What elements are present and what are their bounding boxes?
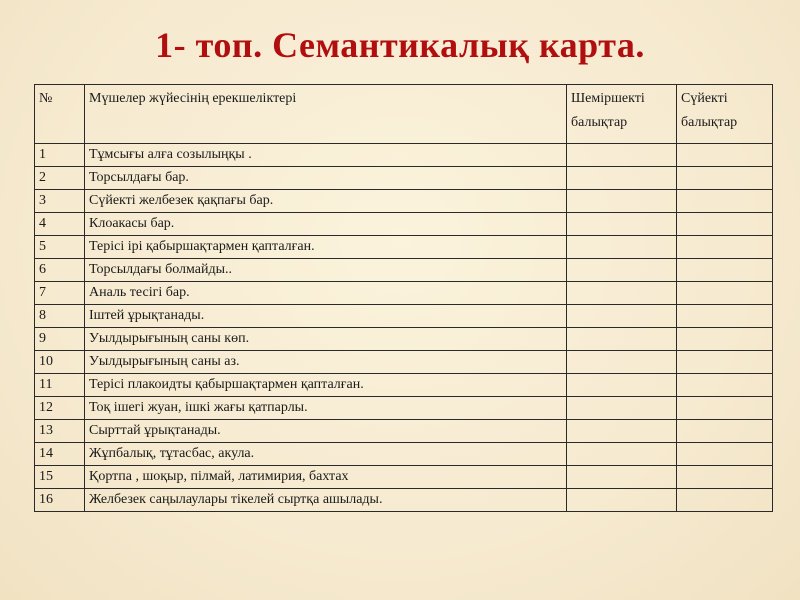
- row-feature-cell: Жұпбалық, тұтасбас, акула.: [85, 443, 567, 466]
- row-feature-cell: Терісі плакоидты қабыршақтармен қапталған.: [85, 374, 567, 397]
- row-feature-cell: Уылдырығының саны аз.: [85, 351, 567, 374]
- row-feature-cell: Клоакасы бар.: [85, 213, 567, 236]
- row-feature-cell: Тұмсығы алға созылыңқы .: [85, 144, 567, 167]
- header-number: №: [35, 85, 85, 144]
- table-row: [35, 397, 773, 420]
- row-number-cell: 14: [35, 443, 85, 466]
- table-row: [35, 374, 773, 397]
- row-cartilaginous-answer-cell[interactable]: [567, 328, 677, 351]
- row-bony-answer-cell[interactable]: [677, 397, 773, 420]
- row-number-cell: 12: [35, 397, 85, 420]
- table-row: [35, 190, 773, 213]
- row-number-cell: 2: [35, 167, 85, 190]
- table-row: [35, 213, 773, 236]
- row-number-cell: 16: [35, 489, 85, 512]
- row-bony-answer-cell[interactable]: [677, 328, 773, 351]
- row-bony-answer-cell[interactable]: [677, 351, 773, 374]
- row-bony-answer-cell[interactable]: [677, 420, 773, 443]
- header-feature: Мүшелер жүйесінің ерекшеліктері: [85, 85, 567, 144]
- table-row: [35, 351, 773, 374]
- table-row: [35, 144, 773, 167]
- row-cartilaginous-answer-cell[interactable]: [567, 351, 677, 374]
- row-bony-answer-cell[interactable]: [677, 190, 773, 213]
- row-feature-cell: Қортпа , шоқыр, пілмай, латимирия, бахтах: [85, 466, 567, 489]
- row-feature-cell: Торсылдағы болмайды..: [85, 259, 567, 282]
- row-cartilaginous-answer-cell[interactable]: [567, 489, 677, 512]
- row-cartilaginous-answer-cell[interactable]: [567, 259, 677, 282]
- row-feature-cell: Торсылдағы бар.: [85, 167, 567, 190]
- row-cartilaginous-answer-cell[interactable]: [567, 213, 677, 236]
- row-cartilaginous-answer-cell[interactable]: [567, 420, 677, 443]
- table-row: [35, 466, 773, 489]
- row-bony-answer-cell[interactable]: [677, 144, 773, 167]
- semantic-map-table: [34, 84, 773, 512]
- row-cartilaginous-answer-cell[interactable]: [567, 374, 677, 397]
- row-number-cell: 7: [35, 282, 85, 305]
- table-row: [35, 236, 773, 259]
- table-row: [35, 282, 773, 305]
- row-cartilaginous-answer-cell[interactable]: [567, 167, 677, 190]
- row-bony-answer-cell[interactable]: [677, 213, 773, 236]
- header-cartilaginous-fish: Шеміршекті балықтар: [567, 85, 677, 144]
- table-row: [35, 420, 773, 443]
- row-bony-answer-cell[interactable]: [677, 305, 773, 328]
- row-cartilaginous-answer-cell[interactable]: [567, 190, 677, 213]
- row-feature-cell: Сүйекті желбезек қақпағы бар.: [85, 190, 567, 213]
- table-row: [35, 305, 773, 328]
- row-bony-answer-cell[interactable]: [677, 259, 773, 282]
- row-number-cell: 13: [35, 420, 85, 443]
- row-cartilaginous-answer-cell[interactable]: [567, 443, 677, 466]
- table-body: [35, 144, 773, 512]
- row-number-cell: 1: [35, 144, 85, 167]
- row-cartilaginous-answer-cell[interactable]: [567, 466, 677, 489]
- row-bony-answer-cell[interactable]: [677, 443, 773, 466]
- row-feature-cell: Сырттай ұрықтанады.: [85, 420, 567, 443]
- row-bony-answer-cell[interactable]: [677, 236, 773, 259]
- page-title: 1- топ. Семантикалық карта.: [155, 25, 645, 65]
- row-number-cell: 4: [35, 213, 85, 236]
- row-number-cell: 15: [35, 466, 85, 489]
- table-row: [35, 259, 773, 282]
- row-feature-cell: Аналь тесігі бар.: [85, 282, 567, 305]
- header-bony-fish: Сүйекті балықтар: [677, 85, 773, 144]
- row-bony-answer-cell[interactable]: [677, 489, 773, 512]
- row-bony-answer-cell[interactable]: [677, 282, 773, 305]
- row-cartilaginous-answer-cell[interactable]: [567, 282, 677, 305]
- row-feature-cell: Іштей ұрықтанады.: [85, 305, 567, 328]
- row-cartilaginous-answer-cell[interactable]: [567, 397, 677, 420]
- row-number-cell: 8: [35, 305, 85, 328]
- row-feature-cell: Уылдырығының саны көп.: [85, 328, 567, 351]
- table-row: [35, 167, 773, 190]
- table-row: [35, 328, 773, 351]
- row-cartilaginous-answer-cell[interactable]: [567, 305, 677, 328]
- table-row: [35, 489, 773, 512]
- table-row: [35, 443, 773, 466]
- row-bony-answer-cell[interactable]: [677, 374, 773, 397]
- row-number-cell: 10: [35, 351, 85, 374]
- row-number-cell: 3: [35, 190, 85, 213]
- row-feature-cell: Терісі ірі қабыршақтармен қапталған.: [85, 236, 567, 259]
- row-number-cell: 5: [35, 236, 85, 259]
- row-feature-cell: Желбезек саңылаулары тікелей сыртқа ашылады.: [85, 489, 567, 512]
- row-cartilaginous-answer-cell[interactable]: [567, 144, 677, 167]
- row-number-cell: 6: [35, 259, 85, 282]
- row-number-cell: 11: [35, 374, 85, 397]
- row-cartilaginous-answer-cell[interactable]: [567, 236, 677, 259]
- row-bony-answer-cell[interactable]: [677, 167, 773, 190]
- table-header-row: [35, 85, 773, 144]
- row-feature-cell: Тоқ ішегі жуан, ішкі жағы қатпарлы.: [85, 397, 567, 420]
- row-bony-answer-cell[interactable]: [677, 466, 773, 489]
- row-number-cell: 9: [35, 328, 85, 351]
